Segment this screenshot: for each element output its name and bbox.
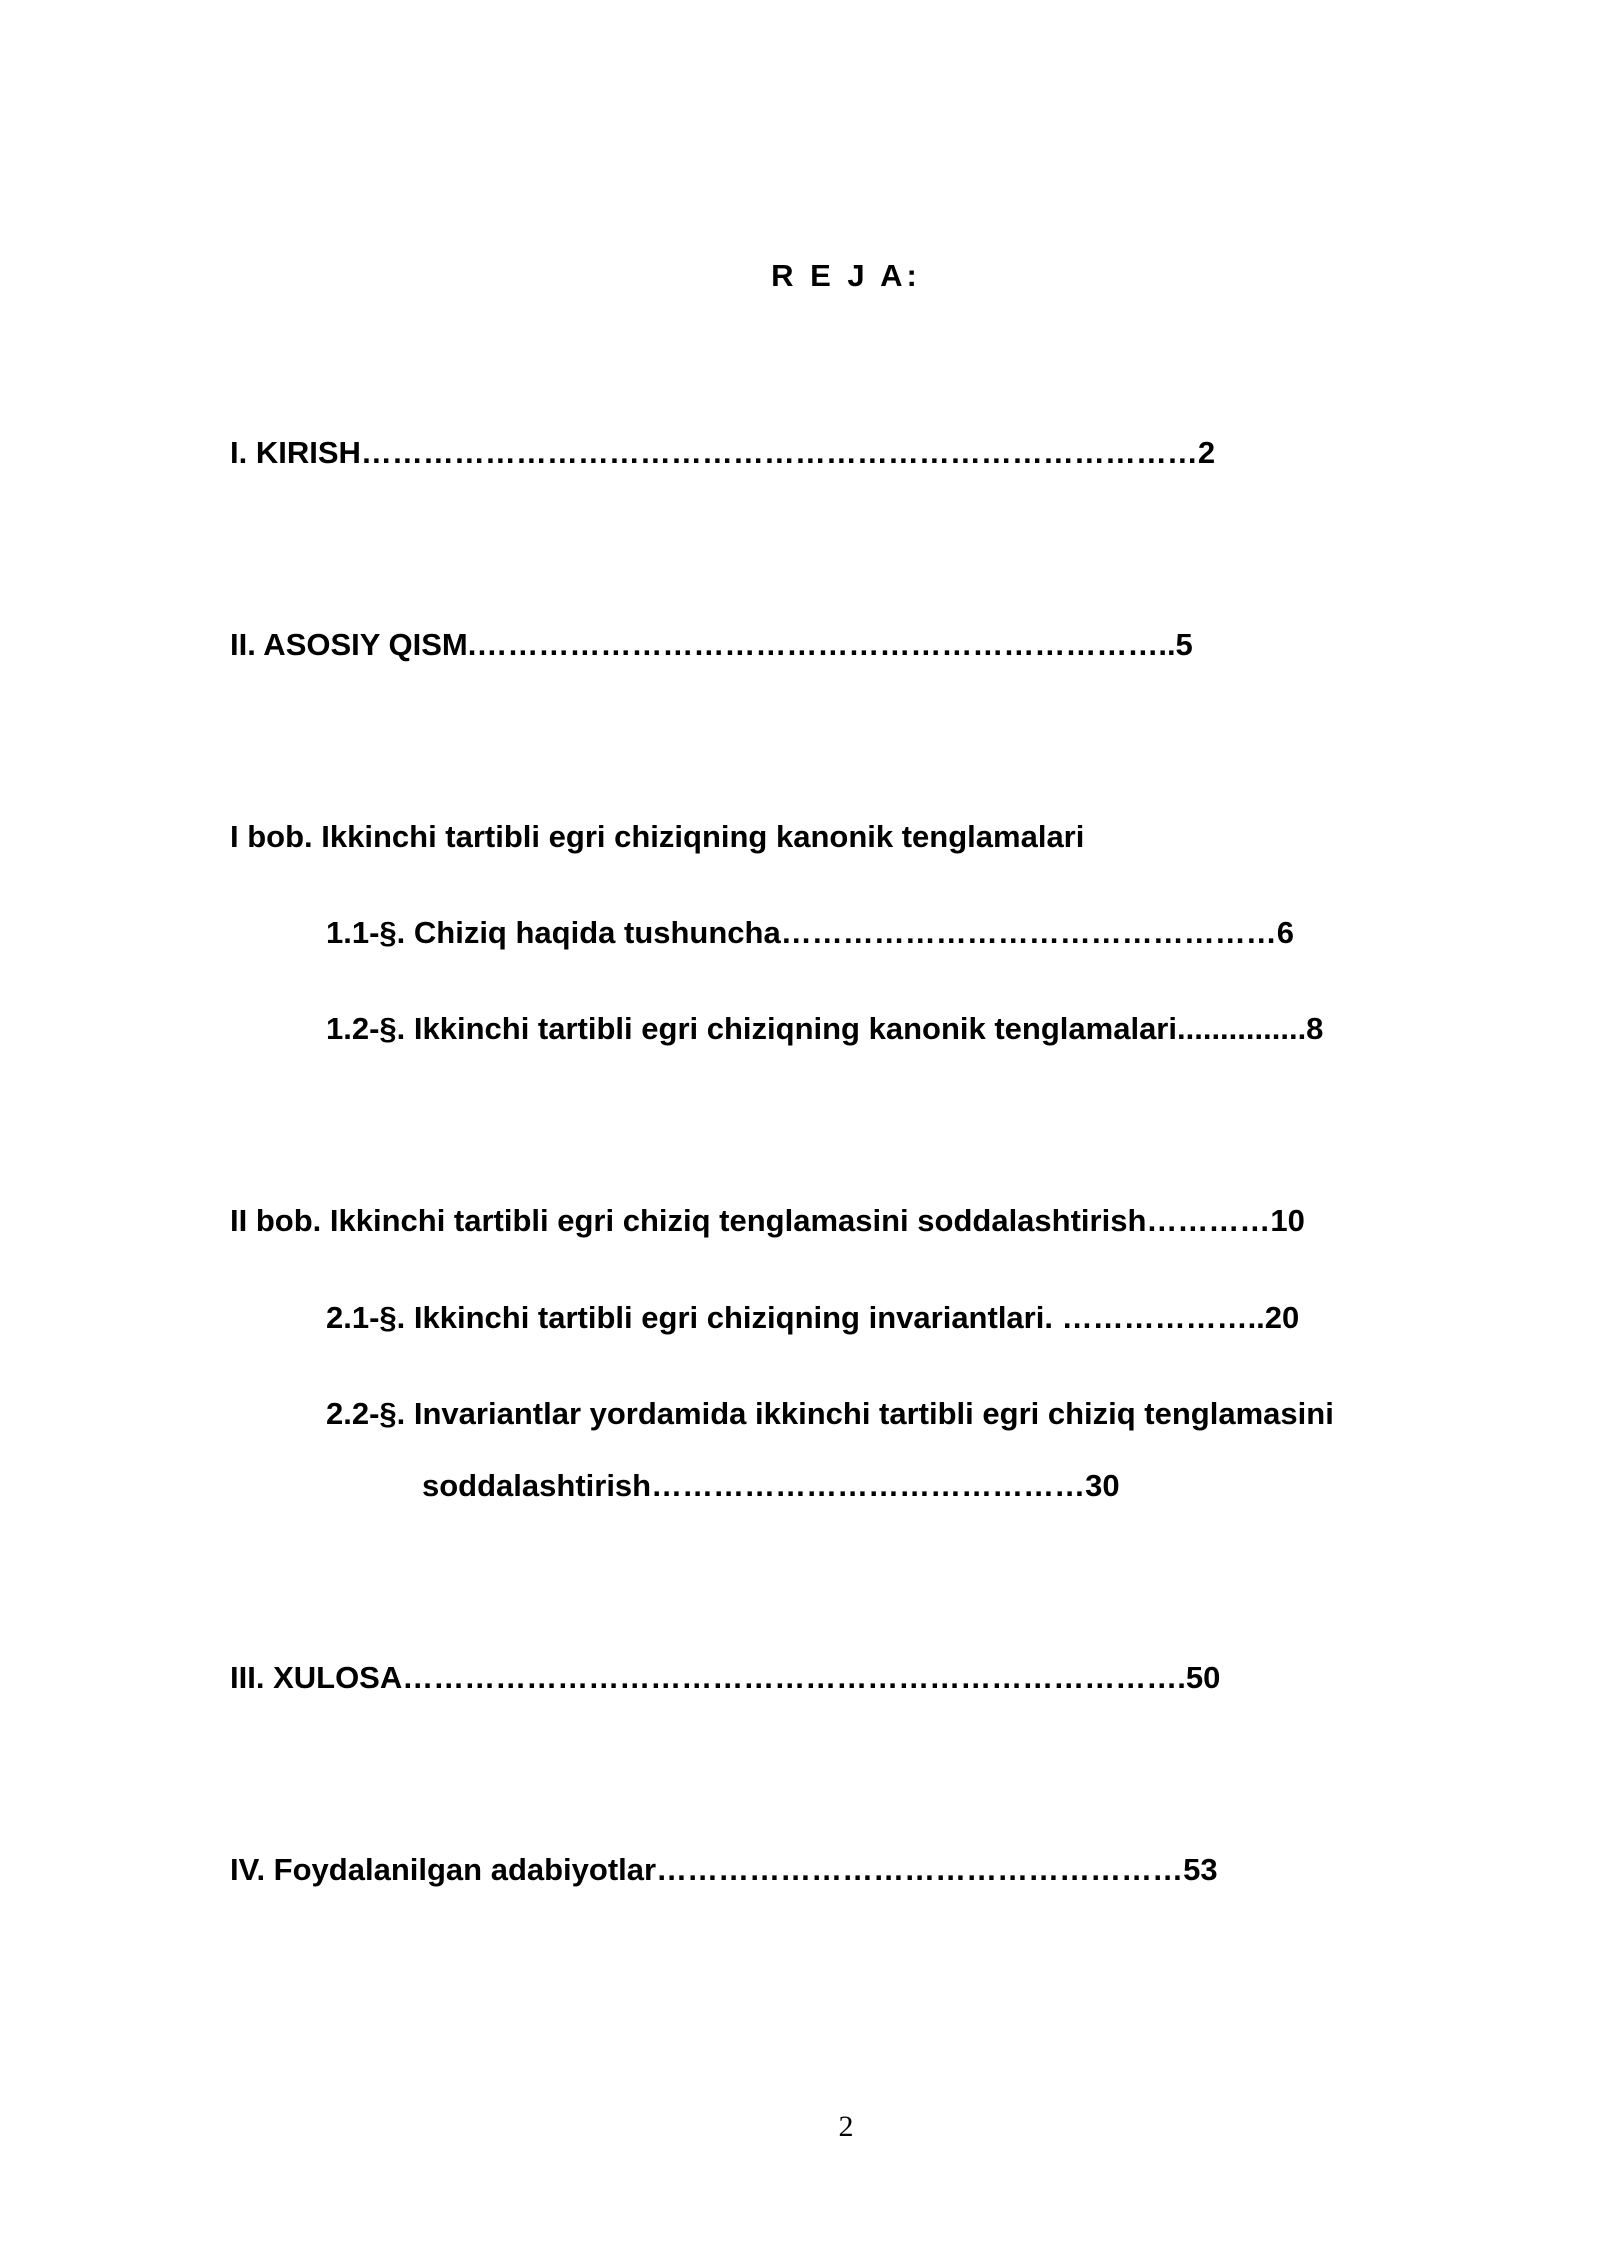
document-title: R E J A: [771,258,921,293]
toc-entry-section-2-2: 2.2-§. Invariantlar yordamida ikkinchi tartibli egri chiziq tenglamasini [326,1396,1334,1431]
toc-entry-kirish: I. KIRISH………………………………………………………………………2 [230,435,1216,470]
page-number: 2 [838,2110,854,2143]
toc-entry-chapter-1: I bob. Ikkinchi tartibli egri chiziqning kanonik tenglamalari [230,819,1085,854]
toc-entry-asosiy-qism: II. ASOSIY QISM.…………………………………………………………..5 [230,627,1193,662]
toc-entry-section-2-2-continuation: soddalashtirish……………………………………30 [422,1468,1120,1503]
toc-entry-section-1-2: 1.2-§. Ikkinchi tartibli egri chiziqning kanonik tenglamalari...............8 [326,1011,1324,1046]
toc-entry-xulosa: III. XULOSA………………………………………………………………….50 [230,1660,1221,1695]
toc-entry-section-2-1: 2.1-§. Ikkinchi tartibli egri chiziqning invariantlari. ………………..20 [326,1300,1300,1335]
toc-entry-adabiyotlar: IV. Foydalanilgan adabiyotlar……………………………………………53 [230,1852,1218,1887]
toc-entry-chapter-2: II bob. Ikkinchi tartibli egri chiziq tenglamasini soddalashtirish…………10 [230,1203,1305,1238]
toc-entry-section-1-1: 1.1-§. Chiziq haqida tushuncha…………………………………………6 [326,915,1294,950]
